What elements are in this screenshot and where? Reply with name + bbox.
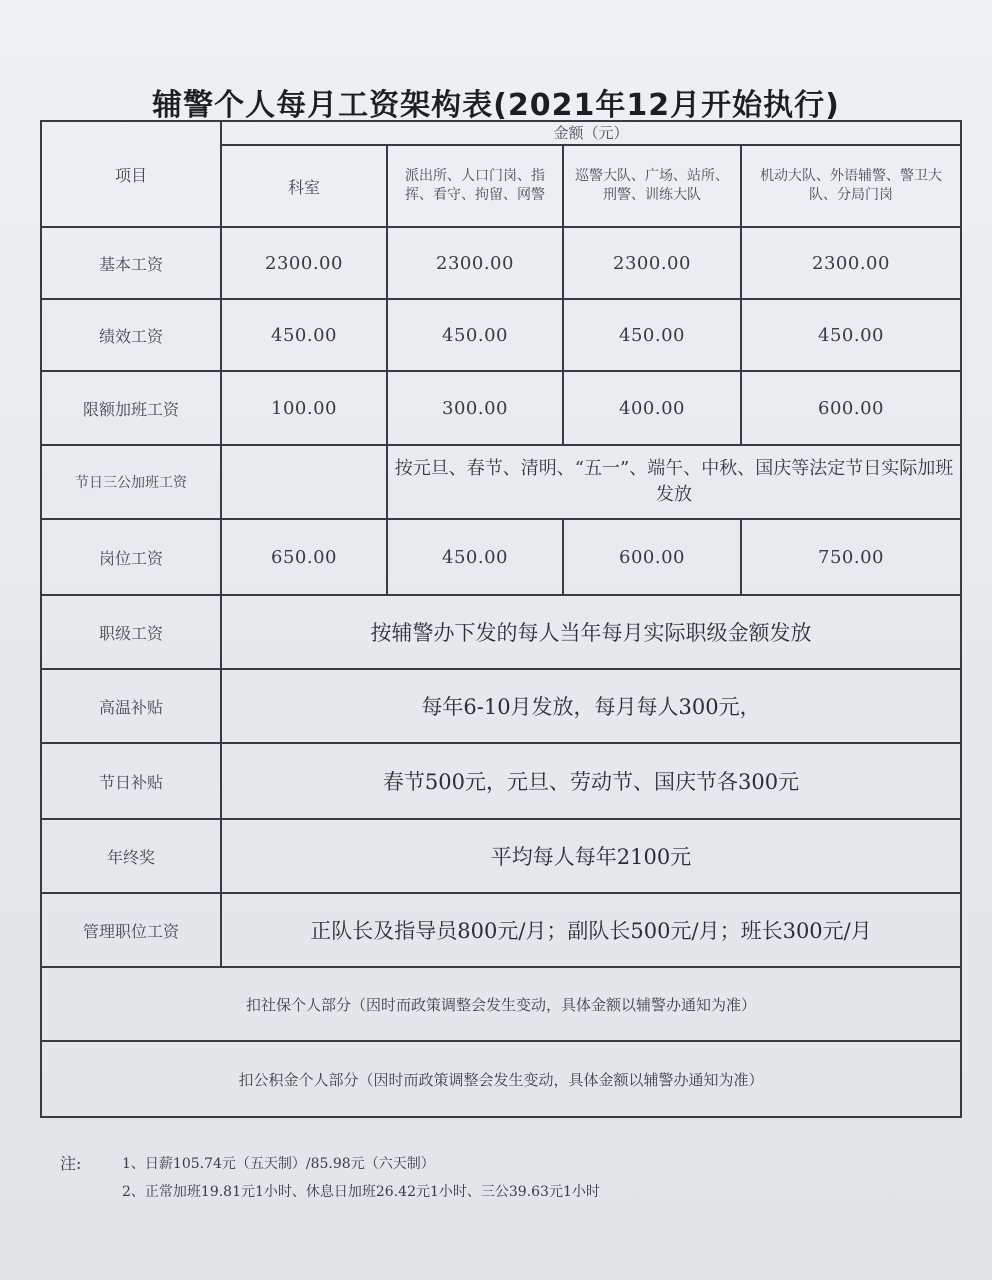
row-label-basic: 基本工资 xyxy=(41,227,221,299)
table-row xyxy=(41,743,961,819)
cell-performance-mobile: 450.00 xyxy=(741,299,961,371)
table-row xyxy=(41,445,961,519)
cell-basic-office: 2300.00 xyxy=(221,227,387,299)
social-security-deduction: 扣社保个人部分（因时而政策调整会发生变动，具体金额以辅警办通知为准） xyxy=(41,967,961,1041)
cell-performance-office: 450.00 xyxy=(221,299,387,371)
housing-fund-deduction: 扣公积金个人部分（因时而政策调整会发生变动，具体金额以辅警办通知为准） xyxy=(41,1041,961,1117)
table-row xyxy=(41,893,961,967)
cell-basic-patrol: 2300.00 xyxy=(563,227,741,299)
table-row xyxy=(41,299,961,371)
cell-quota-mobile: 600.00 xyxy=(741,371,961,445)
cell-quota-police: 300.00 xyxy=(387,371,563,445)
amount-header: 金额（元） xyxy=(221,121,961,145)
col-header-police-station: 派出所、人口门岗、指挥、看守、拘留、网警 xyxy=(387,145,563,227)
table-row xyxy=(41,967,961,1041)
table-row xyxy=(41,1041,961,1117)
cell-basic-police: 2300.00 xyxy=(387,227,563,299)
cell-position-patrol: 600.00 xyxy=(563,519,741,595)
row-label-rank: 职级工资 xyxy=(41,595,221,669)
table-row xyxy=(41,371,961,445)
cell-holiday-overtime-note: 按元旦、春节、清明、“五一”、端午、中秋、国庆等法定节日实际加班发放 xyxy=(387,445,961,519)
cell-year-end-note: 平均每人每年2100元 xyxy=(221,819,961,893)
row-label-heat: 高温补贴 xyxy=(41,669,221,743)
row-label-quota-overtime: 限额加班工资 xyxy=(41,371,221,445)
cell-quota-patrol: 400.00 xyxy=(563,371,741,445)
cell-basic-mobile: 2300.00 xyxy=(741,227,961,299)
cell-performance-police: 450.00 xyxy=(387,299,563,371)
item-header: 项目 xyxy=(41,121,221,227)
row-label-position: 岗位工资 xyxy=(41,519,221,595)
cell-quota-office: 100.00 xyxy=(221,371,387,445)
table-row xyxy=(41,595,961,669)
cell-holiday-office-empty xyxy=(221,445,387,519)
cell-rank-note: 按辅警办下发的每人当年每月实际职级金额发放 xyxy=(221,595,961,669)
cell-performance-patrol: 450.00 xyxy=(563,299,741,371)
row-label-management: 管理职位工资 xyxy=(41,893,221,967)
col-header-office: 科室 xyxy=(221,145,387,227)
table-row xyxy=(41,519,961,595)
col-header-patrol: 巡警大队、广场、站所、刑警、训练大队 xyxy=(563,145,741,227)
row-label-festival: 节日补贴 xyxy=(41,743,221,819)
salary-table xyxy=(40,120,962,1118)
cell-position-police: 450.00 xyxy=(387,519,563,595)
row-label-year-end: 年终奖 xyxy=(41,819,221,893)
cell-festival-note: 春节500元，元旦、劳动节、国庆节各300元 xyxy=(221,743,961,819)
cell-management-note: 正队长及指导员800元/月；副队长500元/月；班长300元/月 xyxy=(221,893,961,967)
notes-tag: 注: xyxy=(60,1154,82,1173)
note-item-overtime-rate: 2、正常加班19.81元1小时、休息日加班26.42元1小时、三公39.63元1小时 xyxy=(122,1184,600,1200)
table-row xyxy=(41,669,961,743)
col-header-mobile: 机动大队、外语辅警、警卫大队、分局门岗 xyxy=(741,145,961,227)
row-label-performance: 绩效工资 xyxy=(41,299,221,371)
row-label-holiday-overtime: 节日三公加班工资 xyxy=(41,445,221,519)
page-title: 辅警个人每月工资架构表(2021年12月开始执行) xyxy=(152,88,840,123)
table-row xyxy=(41,227,961,299)
header-row-amount xyxy=(41,121,961,145)
table-row xyxy=(41,819,961,893)
note-item-daily-wage: 1、日薪105.74元（五天制）/85.98元（六天制） xyxy=(122,1156,435,1172)
cell-position-office: 650.00 xyxy=(221,519,387,595)
cell-heat-note: 每年6-10月发放，每月每人300元， xyxy=(221,669,961,743)
cell-position-mobile: 750.00 xyxy=(741,519,961,595)
